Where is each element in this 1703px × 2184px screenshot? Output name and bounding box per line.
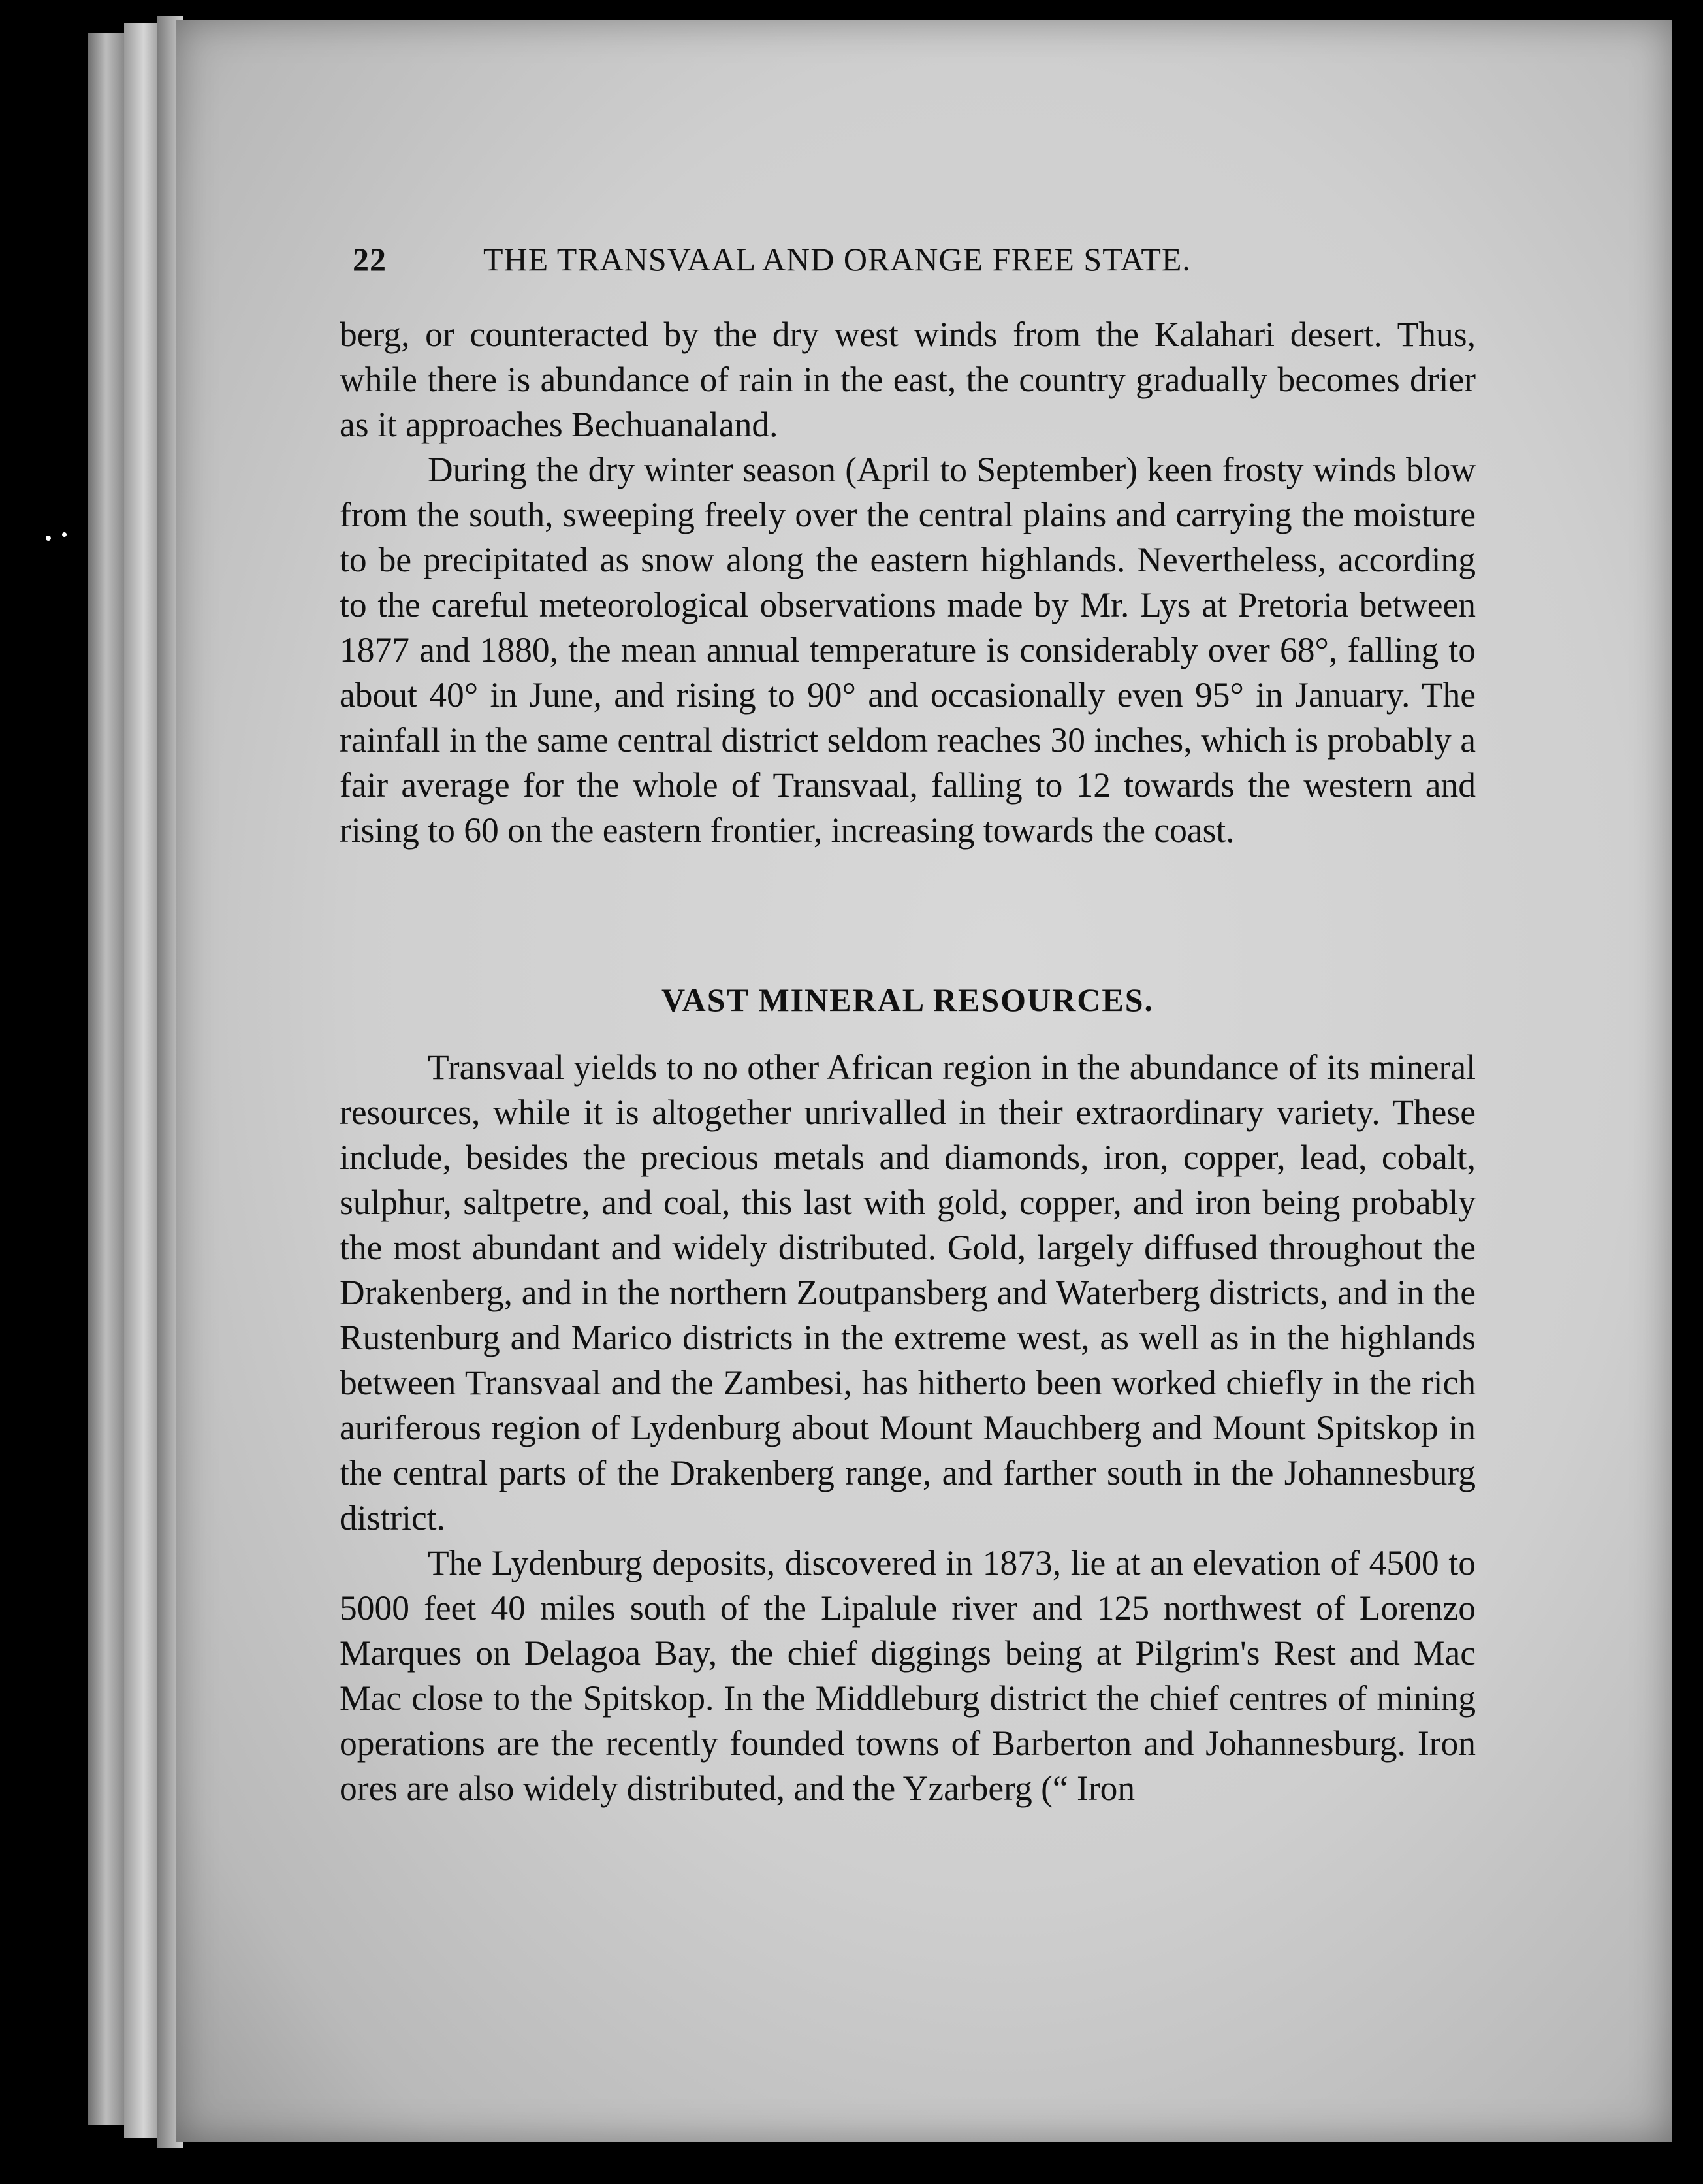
scan-speck [46, 536, 51, 541]
paragraph: During the dry winter season (April to September) keen frosty winds blow from the south, sweeping freely over the central plains and carrying the moisture to be precipitated as snow along the eastern highlands. Nevertheless, according to the careful meteorological observations made by Mr. Lys at Pretoria between 1877 and 1880, the mean annual temperature is considerably over 68°, falling to about 40° in June, and rising to 90° and occasionally even 95° in January. The rainfall in the same central district seldom reaches 30 inches, which is probably a fair average for the whole of Transvaal, falling to 12 towards the western and rising to 60 on the eastern frontier, increasing towards the coast. [340, 450, 1476, 850]
running-title: THE TRANSVAAL AND ORANGE FREE STATE. [483, 241, 1191, 278]
paragraph: berg, or counteracted by the dry west winds from the Kalahari desert. Thus, while there is abundance of rain in the east, the country gradually becomes drier as it approaches Bechuanaland. [340, 315, 1476, 444]
page-edge [88, 33, 124, 2125]
body-text-top [340, 312, 1476, 853]
section-heading: VAST MINERAL RESOURCES. [661, 982, 1154, 1018]
paragraph: Transvaal yields to no other African region in the abundance of its mineral resources, while it is altogether unrivalled in their extraordinary variety. These include, besides the precious metals and diamonds, iron, copper, lead, cobalt, sulphur, saltpetre, and coal, this last with gold, copper, and iron being probably the most abundant and widely distributed. Gold, largely diffused throughout the Drakenberg, and in the northern Zoutpansberg and Waterberg districts, and in the Rustenburg and Marico districts in the extreme west, as well as in the highlands between Transvaal and the Zambesi, has hitherto been worked chiefly in the rich auriferous region of Lydenburg about Mount Mauchberg and Mount Spitskop in the central parts of the Drakenberg range, and farther south in the Johannesburg district. [340, 1048, 1476, 1537]
page-number: 22 [353, 241, 387, 278]
page-header [353, 240, 1371, 286]
body-text-bottom [340, 1045, 1476, 1811]
paragraph: The Lydenburg deposits, discovered in 1873, lie at an elevation of 4500 to 5000 feet 40 miles south of the Lipalule river and 125 northwest of Lorenzo Marques on Delagoa Bay, the chief diggings being at Pilgrim's Rest and Mac Mac close to the Spitskop. In the Middleburg district the chief centres of mining operations are the recently founded towns of Barberton and Johannesburg. Iron ores are also widely distributed, and the Yzarberg (“ Iron [340, 1543, 1476, 1808]
page-edge [124, 23, 157, 2138]
scan-speck [62, 532, 67, 537]
